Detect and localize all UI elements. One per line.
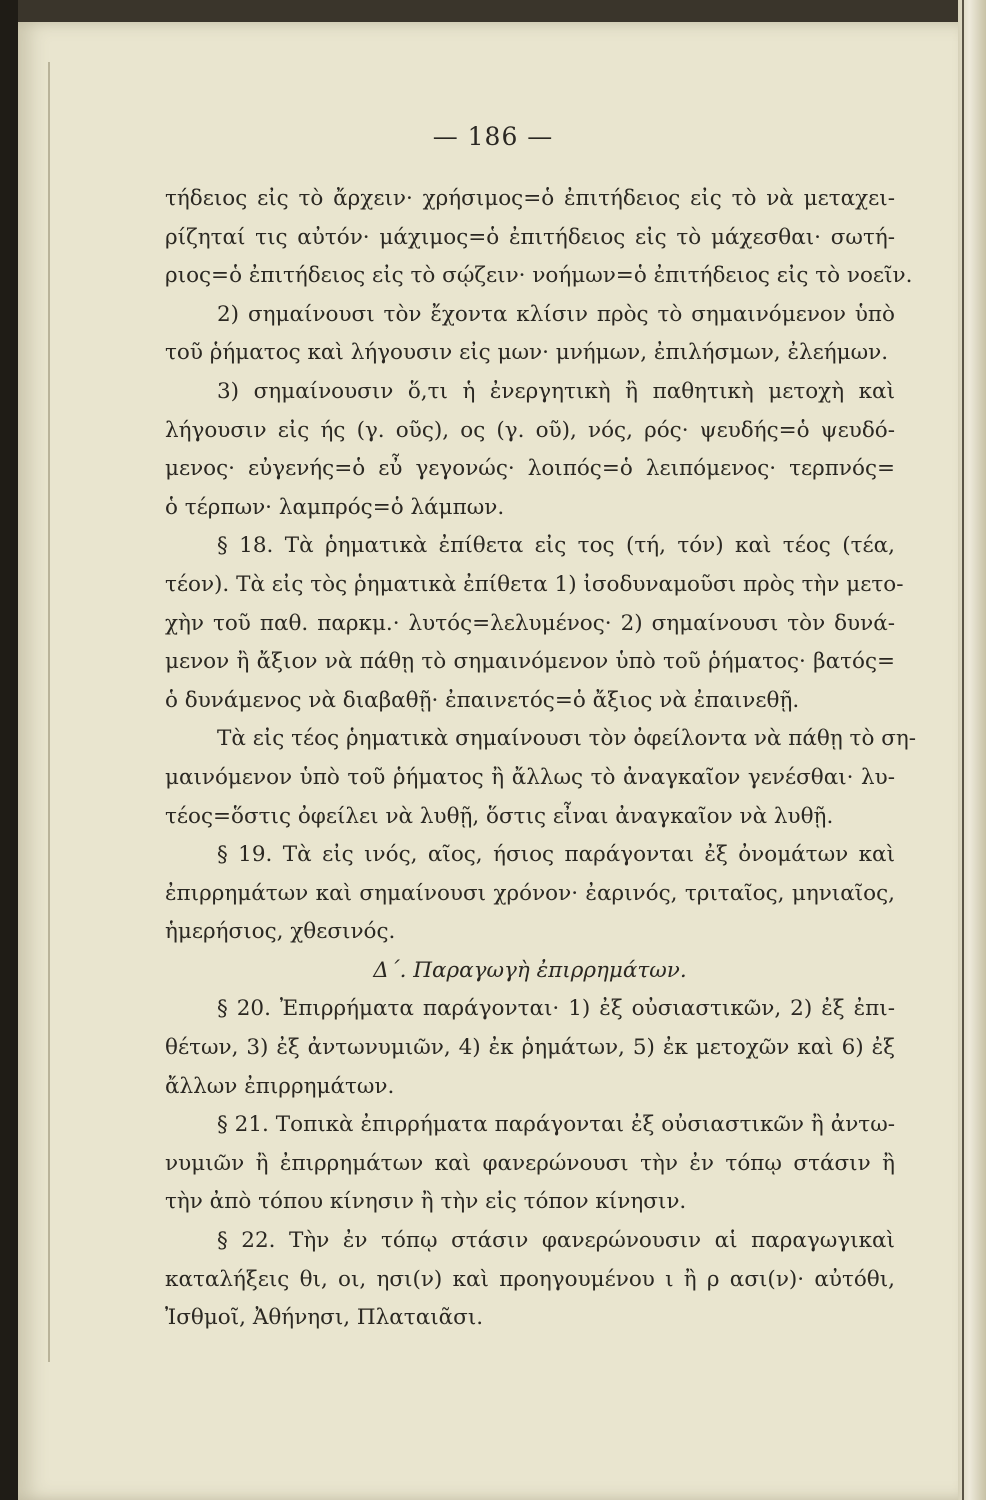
- section-20-start: § 20. Ἐπιρρήματα παράγονται· 1) ἐξ οὐσιαστικῶν, 2) ἐξ ἐπι-: [217, 996, 895, 1022]
- text-line: Τὰ εἰς τέος ῥηματικὰ σημαίνουσι τὸν ὀφείλοντα νὰ πάθῃ τὸ ση-: [217, 726, 917, 752]
- text-line: ἐπιρρημάτων καὶ σημαίνουσι χρόνον· ἐαρινός, τριταῖος, μηνιαῖος,: [165, 880, 895, 906]
- text-line: τέον). Τὰ εἰς τὸς ῥηματικὰ ἐπίθετα 1) ἰσοδυναμοῦσι πρὸς τὴν μετο-: [165, 571, 904, 597]
- binding-edge: [0, 0, 18, 1500]
- text-line: μενος· εὐγενής=ὁ εὖ γεγονώς· λοιπός=ὁ λειπόμενος· τερπνός=: [165, 456, 895, 482]
- page-body: [165, 180, 917, 1338]
- text-line: τὴν ἀπὸ τόπου κίνησιν ἢ τὴν εἰς τόπον κίνησιν.: [165, 1189, 687, 1215]
- text-line: ρίζηταί τις αὐτόν· μάχιμος=ὁ ἐπιτήδειος εἰς τὸ μάχεσθαι· σωτή-: [165, 224, 895, 250]
- text-line: τέος=ὅστις ὀφείλει νὰ λυθῇ, ὅστις εἶναι ἀναγκαῖον νὰ λυθῇ.: [165, 803, 834, 829]
- section-21-start: § 21. Τοπικὰ ἐπιρρήματα παράγονται ἐξ οὐσιαστικῶν ἢ ἀντω-: [217, 1112, 895, 1138]
- text-line: ἄλλων ἐπιρρημάτων.: [165, 1073, 395, 1099]
- next-page-edge: [958, 0, 986, 1500]
- section-heading: Δ΄. Παραγωγὴ ἐπιρρημάτων.: [373, 957, 687, 983]
- text-line: ριος=ὁ ἐπιτήδειος εἰς τὸ σῴζειν· νοήμων=ὁ ἐπιτήδειος εἰς τὸ νοεῖν.: [165, 263, 913, 289]
- text-line: ὁ τέρπων· λαμπρός=ὁ λάμπων.: [165, 494, 505, 520]
- gutter-line: [48, 62, 50, 1362]
- text-line: λήγουσιν εἰς ής (γ. οῦς), ος (γ. οῦ), νός, ρός· ψευδής=ὁ ψευδό-: [165, 417, 895, 443]
- text-line: 2) σημαίνουσι τὸν ἔχοντα κλίσιν πρὸς τὸ σημαινόμενον ὑπὸ: [217, 301, 895, 327]
- text-line: χὴν τοῦ παθ. παρκμ.· λυτός=λελυμένος· 2) σημαίνουσι τὸν δυνά-: [165, 610, 895, 636]
- text-line: θέτων, 3) ἐξ ἀντωνυμιῶν, 4) ἐκ ῥημάτων, 5) ἐκ μετοχῶν καὶ 6) ἐξ: [165, 1035, 895, 1061]
- text-line: καταλήξεις θι, οι, ησι(ν) καὶ προηγουμένου ι ἢ ρ ασι(ν)· αὐτόθι,: [165, 1266, 895, 1292]
- text-line: μαινόμενον ὑπὸ τοῦ ῥήματος ἢ ἄλλως τὸ ἀναγκαῖον γενέσθαι· λυ-: [165, 764, 895, 790]
- text-line: Ἰσθμοῖ, Ἀθήνησι, Πλαταιᾶσι.: [165, 1305, 484, 1331]
- text-line: νυμιῶν ἢ ἐπιρρημάτων καὶ φανερώνουσι τὴν ἐν τόπῳ στάσιν ἢ: [165, 1150, 895, 1176]
- text-line: ὁ δυνάμενος νὰ διαβαθῇ· ἐπαινετός=ὁ ἄξιος νὰ ἐπαινεθῇ.: [165, 687, 800, 713]
- page-number: — 186 —: [432, 122, 554, 151]
- section-18-start: § 18. Τὰ ῥηματικὰ ἐπίθετα εἰς τος (τή, τόν) καὶ τέος (τέα,: [217, 533, 895, 559]
- text-line: 3) σημαίνουσιν ὅ,τι ἡ ἐνεργητικὴ ἢ παθητικὴ μετοχὴ καὶ: [217, 378, 895, 404]
- text-line: τοῦ ῥήματος καὶ λήγουσιν εἰς μων· μνήμων, ἐπιλήσμων, ἐλεήμων.: [165, 340, 889, 366]
- section-22-start: § 22. Τὴν ἐν τόπῳ στάσιν φανερώνουσιν αἱ παραγωγικαὶ: [217, 1228, 895, 1254]
- text-line: τήδειος εἰς τὸ ἄρχειν· χρήσιμος=ὁ ἐπιτήδειος εἰς τὸ νὰ μεταχει-: [165, 186, 895, 211]
- section-19-start: § 19. Τὰ εἰς ινός, αῖος, ήσιος παράγονται ἐξ ὀνομάτων καὶ: [217, 842, 895, 868]
- text-line: μενον ἢ ἄξιον νὰ πάθῃ τὸ σημαινόμενον ὑπὸ τοῦ ῥήματος· βατός=: [165, 649, 895, 675]
- text-line: ἡμερήσιος, χθεσινός.: [165, 919, 396, 945]
